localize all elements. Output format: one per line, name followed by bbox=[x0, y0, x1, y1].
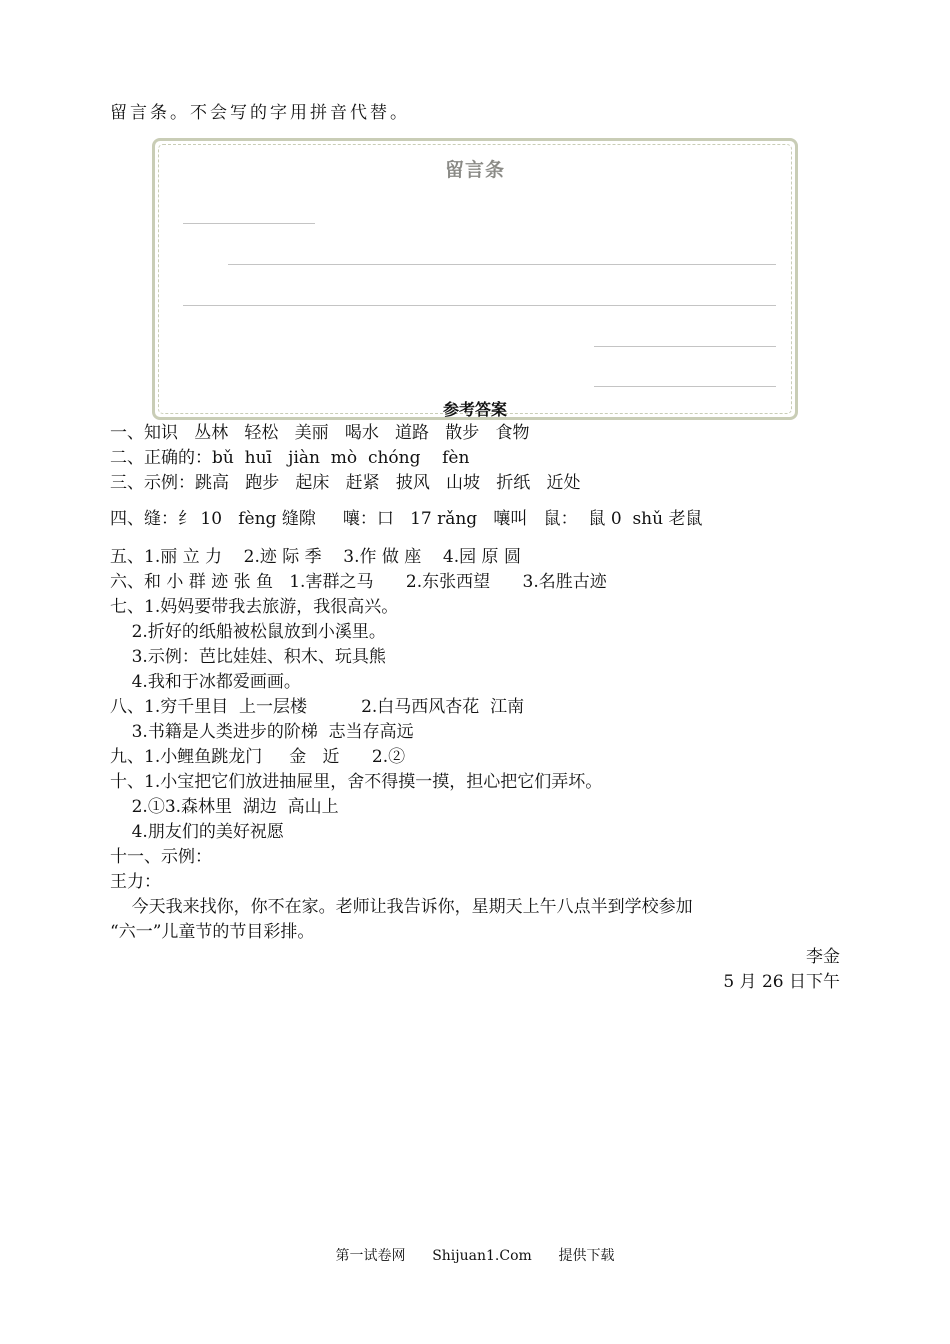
note-line-body-2 bbox=[183, 305, 776, 306]
answer-line: 王力： bbox=[110, 872, 161, 892]
answer-line: 4.朋友们的美好祝愿 bbox=[110, 822, 284, 842]
answer-line: 3.示例：芭比娃娃、积木、玩具熊 bbox=[110, 647, 386, 667]
answer-line: 八、1.穷千里目 上一层楼 2.白马西风杏花 江南 bbox=[110, 697, 525, 717]
answer-line: 三、示例：跳高 跑步 起床 赶紧 披风 山坡 折纸 近处 bbox=[110, 473, 581, 493]
note-signature: 李金 bbox=[806, 947, 840, 967]
answer-line: 2.折好的纸船被松鼠放到小溪里。 bbox=[110, 622, 386, 642]
answer-line: 2.①3.森林里 湖边 高山上 bbox=[110, 797, 339, 817]
answer-line: 九、1.小鲤鱼跳龙门 金 近 2.② bbox=[110, 747, 406, 767]
answer-line: 今天我来找你，你不在家。老师让我告诉你，星期天上午八点半到学校参加 bbox=[110, 897, 693, 917]
note-line-recipient bbox=[183, 223, 315, 224]
answer-line: 4.我和于冰都爱画画。 bbox=[110, 672, 301, 692]
answer-line: 七、1.妈妈要带我去旅游，我很高兴。 bbox=[110, 597, 399, 617]
note-line-date bbox=[594, 386, 776, 387]
answer-line: 五、1.丽 立 力 2.迹 际 季 3.作 做 座 4.园 原 圆 bbox=[110, 547, 521, 567]
answer-line: 十一、示例： bbox=[110, 847, 212, 867]
answer-line: 十、1.小宝把它们放进抽屉里，舍不得摸一摸，担心把它们弄坏。 bbox=[110, 772, 603, 792]
note-line-signature bbox=[594, 346, 776, 347]
note-line-body-1 bbox=[228, 264, 776, 265]
answer-line: 二、正确的：bǔ huī jiàn mò chóng fèn bbox=[110, 448, 470, 468]
answer-line: 3.书籍是人类进步的阶梯 志当存高远 bbox=[110, 722, 414, 742]
note-date: 5 月 26 日下午 bbox=[723, 972, 840, 992]
page-footer: 第一试卷网 Shijuan1.Com 提供下载 bbox=[335, 1248, 615, 1264]
answer-line: “六一”儿童节的节目彩排。 bbox=[110, 922, 315, 942]
answer-line: 四、缝：纟 10 fèng 缝隙 嚷：口 17 rǎng 嚷叫 鼠： 鼠 0 shǔ 老鼠 bbox=[110, 509, 703, 529]
answer-line: 六、和 小 群 迹 张 鱼 1.害群之马 2.东张西望 3.名胜古迹 bbox=[110, 572, 607, 592]
answer-line: 一、知识 丛林 轻松 美丽 喝水 道路 散步 食物 bbox=[110, 423, 530, 443]
note-title: 留言条 bbox=[444, 159, 505, 181]
intro-text: 留言条。不会写的字用拼音代替。 bbox=[110, 103, 410, 123]
note-box bbox=[152, 138, 798, 420]
answers-title: 参考答案 bbox=[442, 400, 507, 419]
